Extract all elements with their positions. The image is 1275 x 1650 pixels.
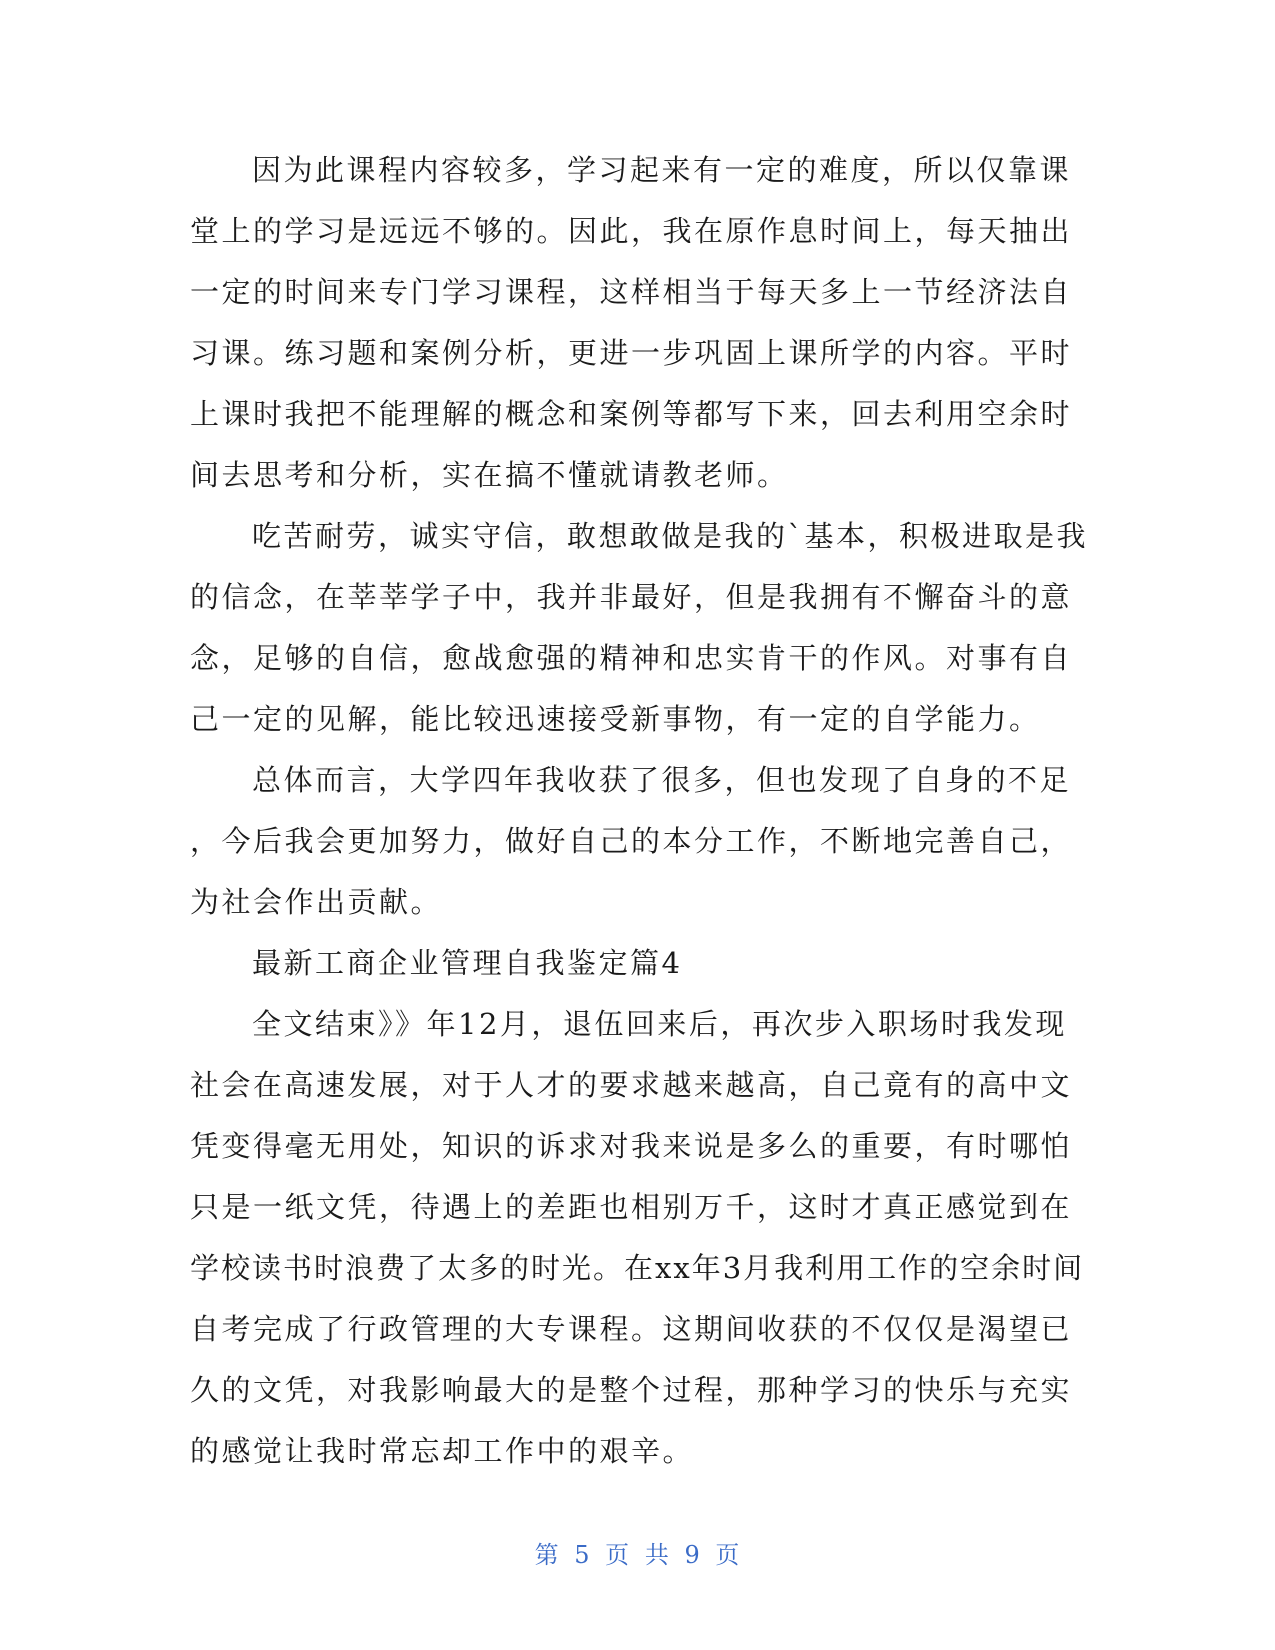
paragraph-3-line-2: ，今后我会更加努力，做好自己的本分工作，不断地完善自己， xyxy=(190,824,1073,858)
footer-label-ye-2: 页 xyxy=(715,1541,741,1569)
paragraph-2-line-3: 念，足够的自信，愈战愈强的精神和忠实肯干的作风。对事有自 xyxy=(190,641,1073,675)
page-number-footer xyxy=(0,1535,1275,1570)
paragraph-4-line-5: 学校读书时浪费了太多的时光。在xx年3月我利用工作的空余时间 xyxy=(190,1251,1085,1285)
paragraph-3-line-1: 总体而言，大学四年我收获了很多，但也发现了自身的不足 xyxy=(252,763,1072,797)
paragraph-2-line-1: 吃苦耐劳，诚实守信，敢想敢做是我的`基本，积极进取是我 xyxy=(252,519,1089,553)
paragraph-4-line-2: 社会在高速发展，对于人才的要求越来越高，自己竟有的高中文 xyxy=(190,1068,1073,1102)
paragraph-1-line-2: 堂上的学习是远远不够的。因此，我在原作息时间上，每天抽出 xyxy=(190,214,1073,248)
footer-label-ye: 页 xyxy=(605,1541,631,1569)
current-page-number: 5 xyxy=(574,1541,591,1569)
paragraph-4-line-7: 久的文凭，对我影响最大的是整个过程，那种学习的快乐与充实 xyxy=(190,1373,1073,1407)
paragraph-4-line-8: 的感觉让我时常忘却工作中的艰辛。 xyxy=(190,1434,695,1468)
paragraph-1-line-5: 上课时我把不能理解的概念和案例等都写下来，回去利用空余时 xyxy=(190,397,1073,431)
paragraph-1-line-4: 习课。练习题和案例分析，更进一步巩固上课所学的内容。平时 xyxy=(190,336,1073,370)
document-body xyxy=(190,140,1090,1482)
footer-label-di: 第 xyxy=(534,1541,560,1569)
paragraph-4-line-4: 只是一纸文凭，待遇上的差距也相别万千，这时才真正感觉到在 xyxy=(190,1190,1073,1224)
paragraph-4-line-1: 全文结束》》年12月，退伍回来后，再次步入职场时我发现 xyxy=(252,1007,1067,1041)
paragraph-4-line-6: 自考完成了行政管理的大专课程。这期间收获的不仅仅是渴望已 xyxy=(190,1312,1073,1346)
footer-label-gong: 共 xyxy=(644,1541,670,1569)
paragraph-1-line-1: 因为此课程内容较多，学习起来有一定的难度，所以仅靠课 xyxy=(252,153,1072,187)
paragraph-1-line-6: 间去思考和分析，实在搞不懂就请教老师。 xyxy=(190,458,789,492)
paragraph-4-line-3: 凭变得毫无用处，知识的诉求对我来说是多么的重要，有时哪怕 xyxy=(190,1129,1073,1163)
total-page-count: 9 xyxy=(684,1541,701,1569)
paragraph-2-line-4: 己一定的见解，能比较迅速接受新事物，有一定的自学能力。 xyxy=(190,702,1041,736)
section-heading: 最新工商企业管理自我鉴定篇4 xyxy=(252,946,683,980)
paragraph-2-line-2: 的信念，在莘莘学子中，我并非最好，但是我拥有不懈奋斗的意 xyxy=(190,580,1073,614)
paragraph-1-line-3: 一定的时间来专门学习课程，这样相当于每天多上一节经济法自 xyxy=(190,275,1073,309)
paragraph-3-line-3: 为社会作出贡献。 xyxy=(190,885,443,919)
